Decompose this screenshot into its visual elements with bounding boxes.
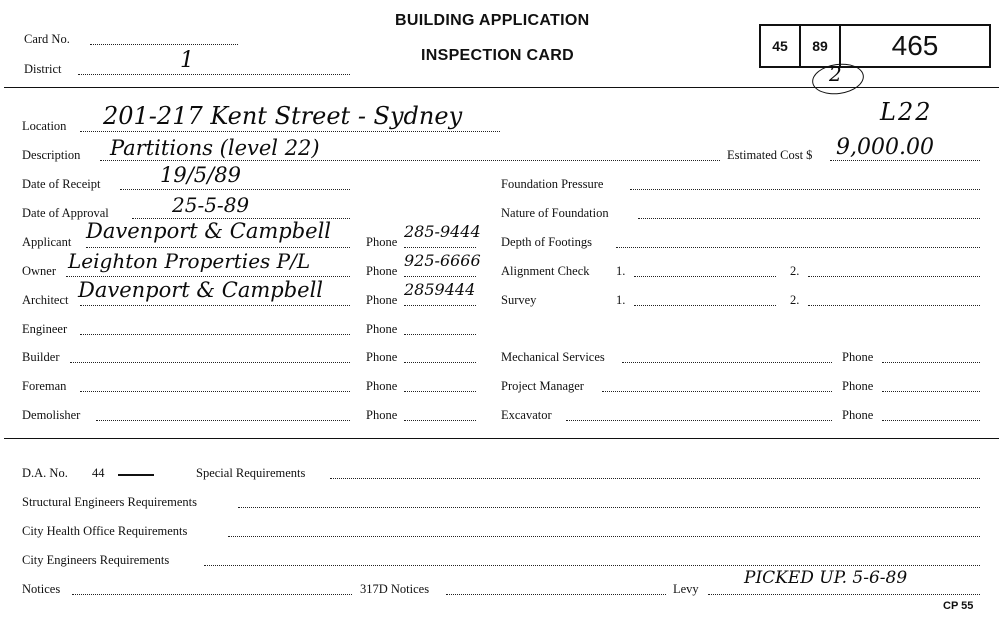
foreman-phone-label: Phone xyxy=(366,379,398,393)
owner-line xyxy=(66,276,350,277)
applicant-phone-line xyxy=(404,247,476,248)
description-line xyxy=(100,160,720,161)
engineer-line xyxy=(80,334,350,335)
foundation-pressure-line xyxy=(630,189,980,190)
survey-label: Survey xyxy=(501,293,537,307)
date-approval-value: 25-5-89 xyxy=(172,193,250,217)
applicant-value: Davenport & Campbell xyxy=(86,219,332,243)
applicant-phone-label: Phone xyxy=(366,235,398,249)
architect-line xyxy=(80,305,350,306)
alignment-line1 xyxy=(634,276,776,277)
architect-value: Davenport & Campbell xyxy=(78,278,324,302)
nature-foundation-label: Nature of Foundation xyxy=(501,206,609,220)
excavator-line xyxy=(566,420,832,421)
foundation-pressure-label: Foundation Pressure xyxy=(501,177,604,191)
estimated-cost-line xyxy=(830,160,980,161)
depth-footings-line xyxy=(616,247,980,248)
excavator-phone-line xyxy=(882,420,980,421)
architect-phone-value: 2859444 xyxy=(404,280,476,299)
demolisher-line xyxy=(96,420,350,421)
estimated-cost-label: Estimated Cost $ xyxy=(727,148,813,162)
owner-value: Leighton Properties P/L xyxy=(68,249,311,273)
district-value: 1 xyxy=(180,48,194,73)
da-no-dash xyxy=(118,474,154,476)
city-engineers-label: City Engineers Requirements xyxy=(22,553,170,567)
applicant-label: Applicant xyxy=(22,235,72,249)
district-line xyxy=(78,74,350,75)
title-line2: INSPECTION CARD xyxy=(421,47,574,64)
builder-phone-label: Phone xyxy=(366,350,398,364)
notices-label: Notices xyxy=(22,582,61,596)
engineer-phone-label: Phone xyxy=(366,322,398,336)
date-approval-label: Date of Approval xyxy=(22,206,109,220)
nature-foundation-line xyxy=(638,218,980,219)
demolisher-label: Demolisher xyxy=(22,408,81,422)
survey-line1 xyxy=(634,305,776,306)
project-manager-phone-line xyxy=(882,391,980,392)
owner-phone-line xyxy=(404,276,476,277)
health-requirements-label: City Health Office Requirements xyxy=(22,524,188,538)
project-manager-phone-label: Phone xyxy=(842,379,874,393)
date-receipt-line xyxy=(120,189,350,190)
mechanical-phone-line xyxy=(882,362,980,363)
builder-label: Builder xyxy=(22,350,60,364)
circled-value: 2 xyxy=(829,62,842,86)
survey-num1: 1. xyxy=(616,293,626,307)
demolisher-phone-line xyxy=(404,420,476,421)
card-no-label: Card No. xyxy=(24,32,70,46)
mechanical-line xyxy=(622,362,832,363)
notices-317d-label: 317D Notices xyxy=(360,582,430,596)
location-value: 201-217 Kent Street - Sydney xyxy=(103,102,463,130)
applicant-phone-value: 285-9444 xyxy=(404,222,481,241)
architect-phone-line xyxy=(404,305,476,306)
alignment-num1: 1. xyxy=(616,264,626,278)
header-rule xyxy=(4,87,999,88)
date-receipt-label: Date of Receipt xyxy=(22,177,101,191)
alignment-line2 xyxy=(808,276,980,277)
description-label: Description xyxy=(22,148,81,162)
alignment-check-label: Alignment Check xyxy=(501,264,590,278)
mechanical-label: Mechanical Services xyxy=(501,350,605,364)
owner-phone-label: Phone xyxy=(366,264,398,278)
title-line1: BUILDING APPLICATION xyxy=(395,12,590,29)
estimated-cost-value: 9,000.00 xyxy=(836,135,934,160)
health-requirements-line xyxy=(228,536,980,537)
card-number-box xyxy=(759,24,991,68)
builder-phone-line xyxy=(404,362,476,363)
project-manager-line xyxy=(602,391,832,392)
levy-value: PICKED UP. 5-6-89 xyxy=(744,568,908,588)
box-code1: 45 xyxy=(761,26,801,66)
architect-phone-label: Phone xyxy=(366,293,398,307)
notices-line xyxy=(72,594,352,595)
structural-requirements-label: Structural Engineers Requirements xyxy=(22,495,197,509)
special-requirements-line xyxy=(330,478,980,479)
location-line xyxy=(80,131,500,132)
level-note: L22 xyxy=(880,98,933,126)
survey-num2: 2. xyxy=(790,293,800,307)
engineer-label: Engineer xyxy=(22,322,68,336)
foreman-line xyxy=(80,391,350,392)
engineer-phone-line xyxy=(404,334,476,335)
project-manager-label: Project Manager xyxy=(501,379,584,393)
mid-rule xyxy=(4,438,999,439)
box-number: 465 xyxy=(891,30,939,61)
da-no-label: D.A. No. xyxy=(22,466,68,480)
applicant-line xyxy=(86,247,350,248)
levy-label: Levy xyxy=(673,582,699,596)
district-label: District xyxy=(24,62,62,76)
location-label: Location xyxy=(22,119,67,133)
da-no-value: 44 xyxy=(92,466,105,480)
special-requirements-label: Special Requirements xyxy=(196,466,306,480)
depth-footings-label: Depth of Footings xyxy=(501,235,592,249)
excavator-phone-label: Phone xyxy=(842,408,874,422)
levy-line xyxy=(708,594,980,595)
demolisher-phone-label: Phone xyxy=(366,408,398,422)
architect-label: Architect xyxy=(22,293,69,307)
date-receipt-value: 19/5/89 xyxy=(160,163,241,187)
owner-label: Owner xyxy=(22,264,57,278)
mechanical-phone-label: Phone xyxy=(842,350,874,364)
builder-line xyxy=(70,362,350,363)
notices-317d-line xyxy=(446,594,666,595)
alignment-num2: 2. xyxy=(790,264,800,278)
survey-line2 xyxy=(808,305,980,306)
description-value: Partitions (level 22) xyxy=(110,136,320,160)
foreman-phone-line xyxy=(404,391,476,392)
box-code2: 89 xyxy=(801,26,841,66)
structural-requirements-line xyxy=(238,507,980,508)
footer-code: CP 55 xyxy=(943,600,974,612)
foreman-label: Foreman xyxy=(22,379,67,393)
card-no-line xyxy=(90,44,238,45)
city-engineers-line xyxy=(204,565,980,566)
excavator-label: Excavator xyxy=(501,408,552,422)
owner-phone-value: 925-6666 xyxy=(404,251,481,270)
